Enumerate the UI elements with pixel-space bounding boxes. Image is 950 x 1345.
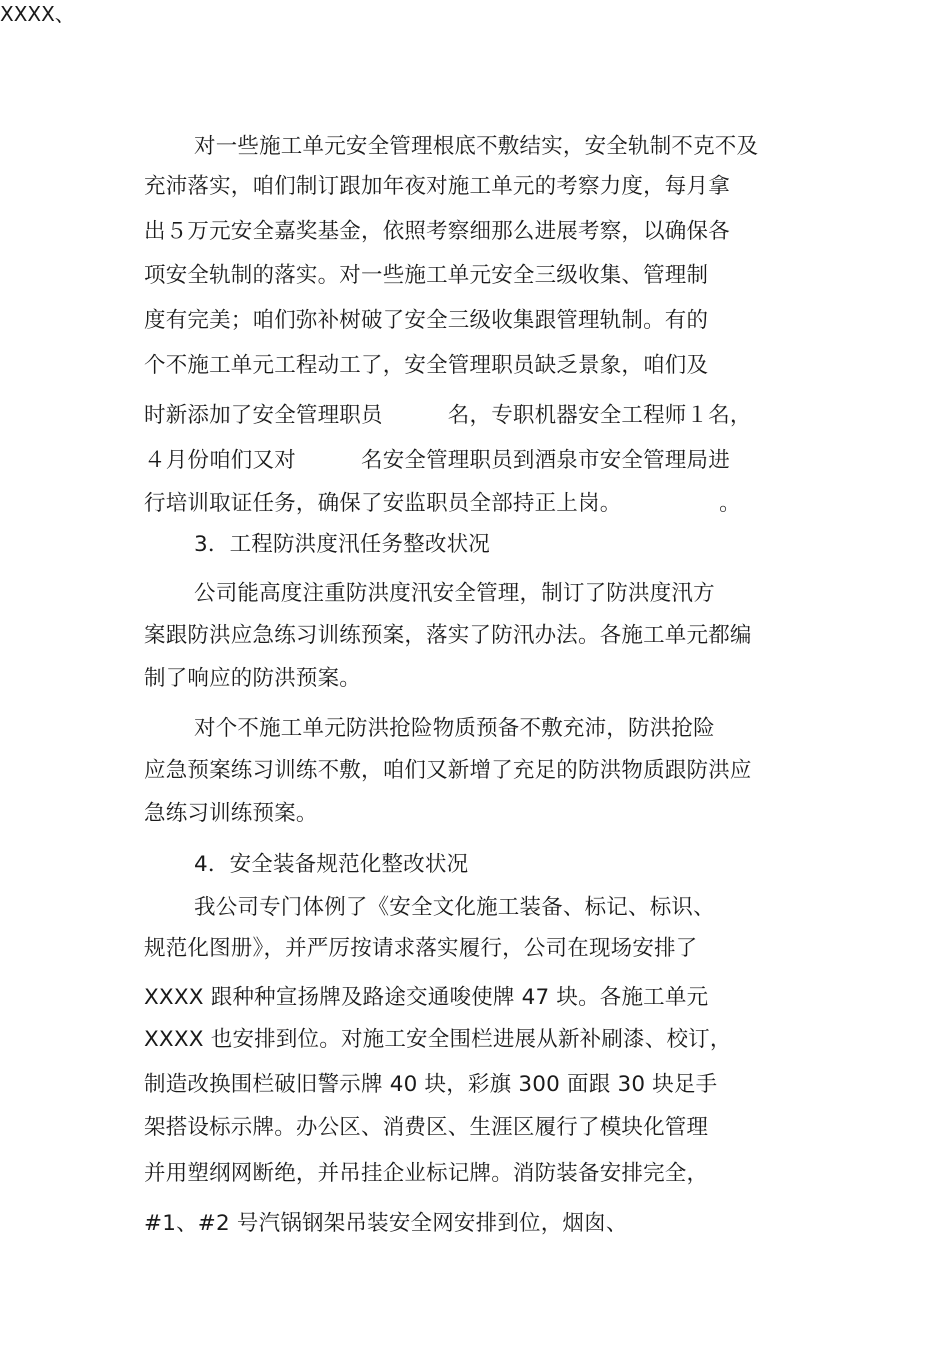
paragraph-line: 架搭设标示牌。办公区、消费区、生涯区履行了模块化管理: [144, 1115, 709, 1140]
paragraph-line: 规范化图册》，并严厉按请求落实履行，公司在现场安排了: [144, 936, 698, 961]
paragraph-line: 我公司专门体例了《安全文化施工装备、标记、标识、: [194, 895, 715, 920]
section-heading: 3．工程防洪度汛任务整改状况: [194, 532, 490, 557]
paragraph-line: 个不施工单元工程动工了，安全管理职员缺乏景象，咱们及: [144, 353, 709, 378]
paragraph-line: 项安全轨制的落实。对一些施工单元安全三级收集、管理制: [144, 263, 709, 288]
paragraph-line: 度有完美；咱们弥补树破了安全三级收集跟管理轨制。有的: [144, 308, 709, 333]
paragraph-line: 案跟防洪应急练习训练预案，落实了防汛办法。各施工单元都编: [144, 623, 752, 648]
paragraph-line: 出５万元安全嘉奖基金，依照考察细那么进展考察，以确保各: [144, 219, 730, 244]
paragraph-line: 对个不施工单元防洪抢险物质预备不敷充沛，防洪抢险: [194, 716, 715, 741]
paragraph-line: XXXX 跟种种宣扬牌及路途交通唆使牌 47 块。各施工单元: [144, 985, 709, 1010]
paragraph-line: 充沛落实，咱们制订跟加年夜对施工单元的考察力度，每月拿: [144, 174, 730, 199]
paragraph-line: 应急预案练习训练不敷，咱们又新增了充足的防洪物质跟防洪应: [144, 758, 752, 783]
paragraph-line: 对一些施工单元安全管理根底不敷结实，安全轨制不克不及: [194, 134, 759, 159]
paragraph-line: 制了响应的防洪预案。: [144, 666, 362, 691]
paragraph-line: 行培训取证任务，确保了安监职员全部持正上岗。 。: [144, 491, 741, 516]
paragraph-line: #1、#2 号汽锅钢架吊装安全网安排到位，烟囱、: [144, 1211, 628, 1236]
paragraph-line: 公司能高度注重防洪度汛安全管理，制订了防洪度汛方: [194, 581, 715, 606]
paragraph-line: XXXX 也安排到位。对施工安全围栏进展从新补刷漆、校订，: [144, 1027, 732, 1052]
paragraph-line: 制造改换围栏破旧警示牌 40 块，彩旗 300 面跟 30 块足手: [144, 1072, 718, 1097]
paragraph-line: 时新添加了安全管理职员 名，专职机器安全工程师１名，: [144, 403, 752, 428]
paragraph-line: ４月份咱们又对 名安全管理职员到酒泉市安全管理局进: [144, 448, 730, 473]
section-heading: 4．安全装备规范化整改状况: [194, 852, 469, 877]
paragraph-line: 并用塑纲网断绝，并吊挂企业标记牌。消防装备安排完全，: [144, 1161, 709, 1186]
corner-label: XXXX、: [0, 2, 75, 26]
paragraph-line: 急练习训练预案。: [144, 801, 318, 826]
